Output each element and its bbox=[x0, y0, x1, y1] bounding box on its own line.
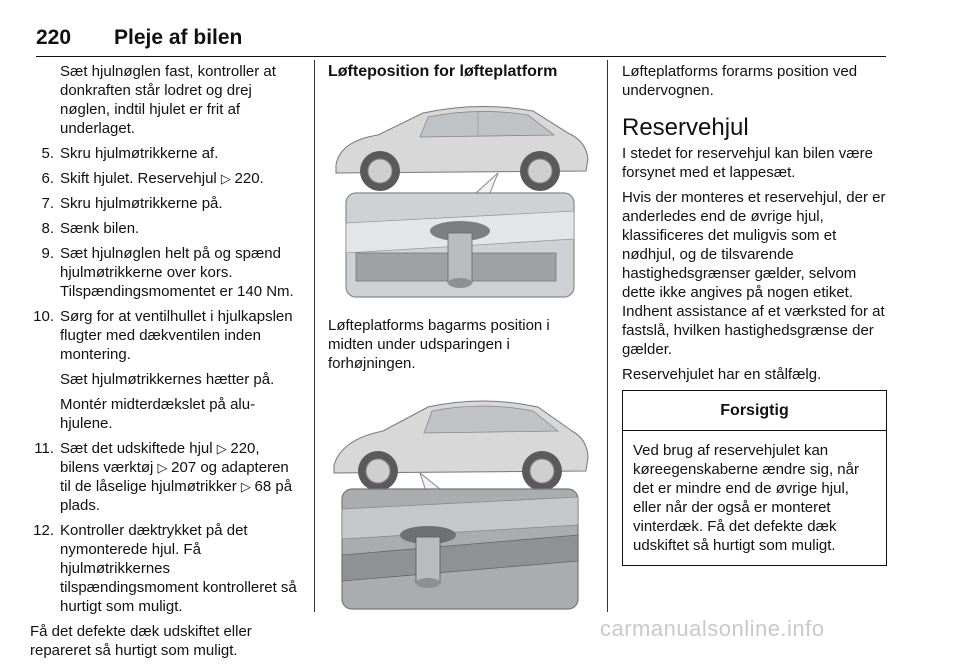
column-divider bbox=[607, 60, 608, 612]
closing-paragraph: Få det defekte dæk udskiftet eller repareret så hurtigt som muligt. bbox=[30, 623, 252, 659]
list-item: 8. Sænk bilen. bbox=[41, 220, 140, 237]
illustration-caption: Løfteplatforms bagarms position i midten under udsparingen i forhøjningen. bbox=[328, 317, 550, 372]
cross-reference-arrow-icon[interactable]: ▷ bbox=[157, 460, 172, 475]
caution-text: Ved brug af reservehjulet kan køreegenskaberne ændre sig, når det er mindre end de øvrige hjul, eller når der også er monteret vinterdæk. Få det defekte dæk udskiftet så hurtigt som muligt. bbox=[633, 442, 859, 554]
column-right bbox=[622, 62, 887, 566]
caution-box bbox=[622, 390, 887, 566]
paragraph: Hvis der monteres et reservehjul, der er anderledes end de øvrige hjul, klassificeres det muligvis som et nødhjul, og de tilsvarende hastighedsgrænser gælder, selvom dette ikke angives på nogen etiket. Indhent assistance af et værksted for at fastslå, hvilken hastighedsgrænse der gælder. bbox=[622, 189, 886, 358]
car-lift-front-illustration bbox=[328, 385, 593, 615]
list-item: 11. Sæt det udskiftede hjul ▷ 220, bilens værktøj ▷ 207 og adapteren til de låselige hjulmøtrikker ▷ 68 på plads. bbox=[34, 440, 293, 514]
cross-reference-arrow-icon[interactable]: ▷ bbox=[220, 171, 235, 186]
page-title: Pleje af bilen bbox=[114, 26, 243, 49]
page-number: 220 bbox=[36, 26, 72, 49]
paragraph: Reservehjulet har en stålfælg. bbox=[622, 366, 822, 383]
list-item: 12. Kontroller dæktrykket på det nymonterede hjul. Få hjulmøtrikkernes tilspændingsmoment kontrolleret så hurtigt som muligt. bbox=[33, 522, 297, 615]
caution-title: Forsigtig bbox=[623, 391, 886, 431]
list-item: 10. Sørg for at ventilhullet i hjulkapslen flugter med dækventilen inden montering. bbox=[33, 308, 293, 363]
watermark: carmanualsonline.info bbox=[600, 616, 825, 641]
page-reference-link[interactable]: 68 bbox=[254, 478, 272, 495]
step-subparagraph: Montér midterdækslet på alu-hjulene. bbox=[60, 396, 256, 432]
section-heading-spare-wheel: Reservehjul bbox=[622, 114, 749, 141]
step-continuation: Sæt hjulnøglen fast, kontroller at donkraften står lodret og drej nøglen, indtil hjulet er frit af underlaget. bbox=[60, 63, 276, 137]
list-item: 9. Sæt hjulnøglen helt på og spænd hjulmøtrikkerne over kors. Tilspændingsmomentet er 140 Nm. bbox=[41, 245, 294, 300]
cross-reference-arrow-icon[interactable]: ▷ bbox=[240, 479, 255, 494]
page-reference-link[interactable]: 220 bbox=[234, 170, 260, 187]
section-heading: Løfteposition for løfteplatform bbox=[328, 63, 558, 80]
column-divider bbox=[314, 60, 315, 612]
page-reference-link[interactable]: 220 bbox=[230, 440, 256, 457]
list-item: 5. Skru hjulmøtrikkerne af. bbox=[41, 145, 219, 162]
car-lift-rear-illustration bbox=[328, 93, 593, 303]
cross-reference-arrow-icon[interactable]: ▷ bbox=[216, 441, 231, 456]
paragraph: I stedet for reservehjul kan bilen være forsynet med et lappesæt. bbox=[622, 145, 873, 181]
illustration-caption: Løfteplatforms forarms position ved undervognen. bbox=[622, 63, 858, 99]
page-reference-link[interactable]: 207 bbox=[171, 459, 197, 476]
list-item: 7. Skru hjulmøtrikkerne på. bbox=[41, 195, 223, 212]
column-middle bbox=[328, 62, 593, 628]
list-item: 6. Skift hjulet. Reservehjul ▷ 220. bbox=[41, 170, 264, 187]
step-subparagraph: Sæt hjulmøtrikkernes hætter på. bbox=[60, 371, 275, 388]
page-header bbox=[36, 26, 886, 57]
column-left bbox=[30, 62, 300, 666]
